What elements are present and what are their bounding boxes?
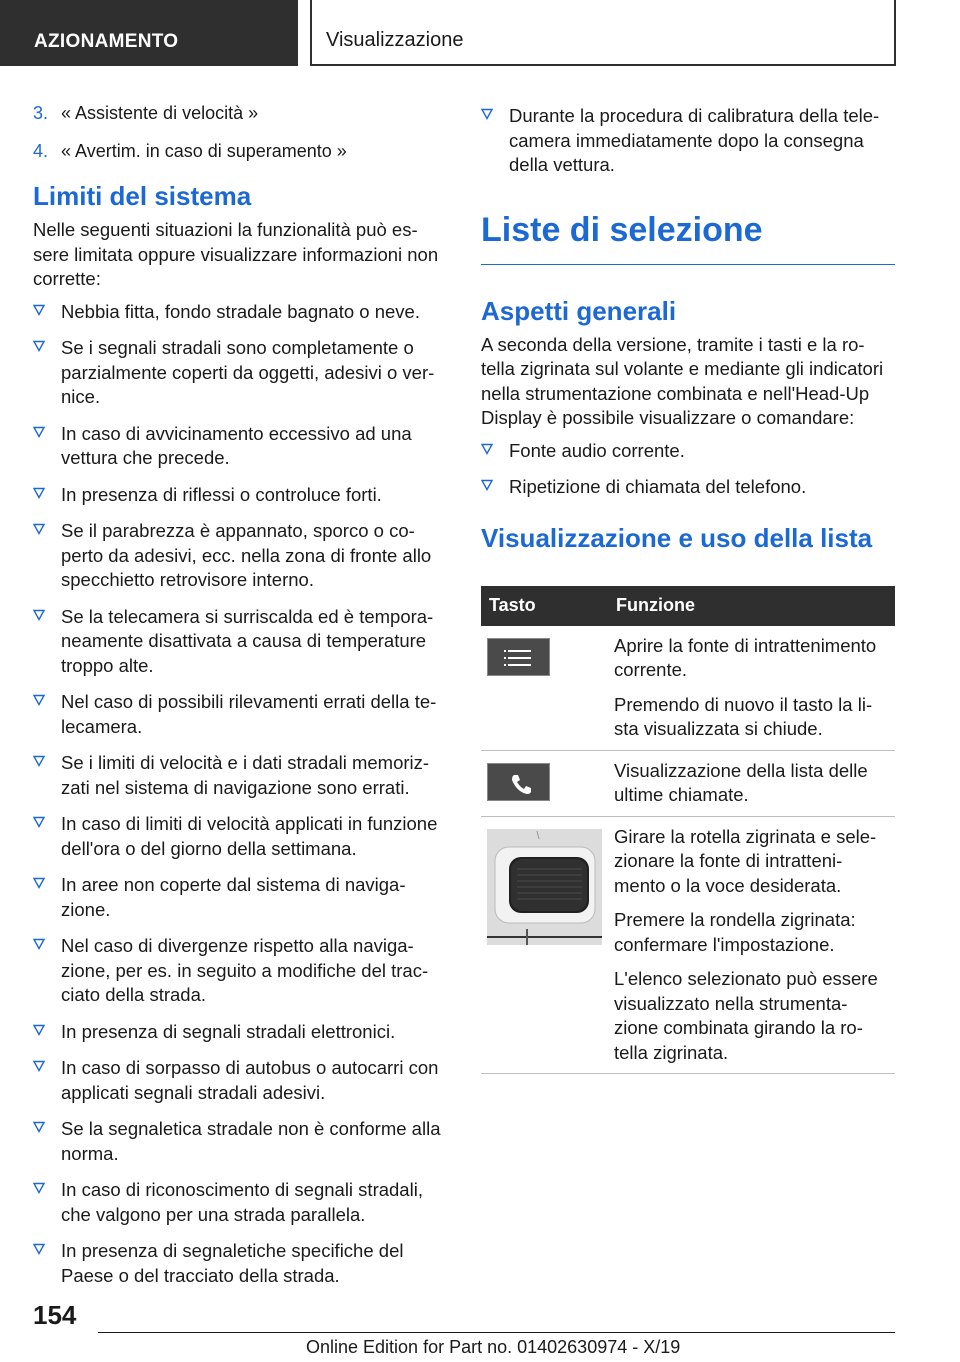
triangle-bullet-icon	[33, 1117, 61, 1166]
table-row	[481, 816, 895, 1074]
bullet-text: Durante la procedura di calibratura della tele-camera immediatamente dopo la consegna della vettura.	[509, 105, 880, 175]
list-menu-icon	[487, 638, 550, 676]
phone-handset-icon	[487, 763, 550, 801]
page-number: 154	[33, 1300, 77, 1330]
triangle-bullet-icon	[33, 422, 61, 471]
limits-heading: Limiti del sistema	[33, 181, 252, 211]
list-item	[33, 934, 448, 1008]
topic-tab: Visualizzazione	[310, 0, 896, 66]
column-header-function: Funzione	[608, 586, 895, 626]
bullet-text: In caso di limiti di velocità applicati in funzione dell'ora o del giorno della settimana.	[61, 813, 438, 859]
triangle-bullet-icon	[33, 1178, 61, 1227]
numbered-item	[33, 100, 448, 126]
edition-note: Online Edition for Part no. 01402630974 - X/19	[306, 1337, 681, 1357]
triangle-bullet-icon	[33, 605, 61, 679]
item-number: 4.	[33, 141, 49, 161]
triangle-bullet-icon	[33, 300, 61, 325]
triangle-bullet-icon	[481, 104, 509, 178]
usage-heading: Visualizzazione e uso della lista	[481, 522, 873, 553]
list-item	[33, 605, 448, 679]
list-item	[33, 483, 448, 508]
bullet-text: Se la segnaletica stradale non è conforme alla norma.	[61, 1118, 441, 1164]
bullet-text: Ripetizione di chiamata del telefono.	[509, 476, 807, 497]
bullet-text: In presenza di riflessi o controluce forti.	[61, 483, 382, 505]
list-item	[33, 690, 448, 739]
bullet-text: In presenza di segnaletiche specifiche del Paese o del tracciato della strada.	[61, 1240, 404, 1286]
section-title: Liste di selezione	[481, 210, 895, 265]
general-text: A seconda della versione, tramite i tasti e la ro-tella zigrinata sul volante e mediante gli indicatori nella strumentazione combinata e nell'Head-Up Display è possibile visualizzare o comandare:	[481, 333, 884, 428]
list-item	[33, 1239, 448, 1288]
bullet-text: Nebbia fitta, fondo stradale bagnato o neve.	[61, 300, 420, 322]
list-item	[481, 439, 895, 464]
list-item	[33, 1117, 448, 1166]
bullet-text: Se il parabrezza è appannato, sporco o co-perto da adesivi, ecc. nella zona di fronte allo specchietto retrovisore interno.	[61, 520, 432, 590]
bullet-text: Nel caso di divergenze rispetto alla naviga-zione, per es. in seguito a modifiche del trac-ciato della strada.	[61, 935, 429, 1005]
function-text: L'elenco selezionato può essere visualizzato nella strumenta-zione combinata girando la ro-tella zigrinata.	[614, 968, 878, 1063]
function-text: Aprire la fonte di intrattenimento corrente.	[614, 634, 877, 680]
bullet-text: Nel caso di possibili rilevamenti errati della te-lecamera.	[61, 691, 437, 737]
triangle-bullet-icon	[33, 483, 61, 508]
list-item	[33, 422, 448, 471]
function-text: Premendo di nuovo il tasto la li-sta visualizzata si chiude.	[614, 693, 873, 739]
bullet-text: Se la telecamera si surriscalda ed è tempora-neamente disattivata a causa di temperature troppo alte.	[61, 605, 434, 676]
function-text: Premere la rondella zigrinata: confermare l'impostazione.	[614, 909, 856, 955]
triangle-bullet-icon	[33, 934, 61, 1008]
item-text: « Assistente di velocità »	[61, 103, 259, 123]
bullet-text: Fonte audio corrente.	[509, 439, 685, 461]
list-item	[33, 300, 448, 325]
triangle-bullet-icon	[33, 751, 61, 800]
list-item	[33, 519, 448, 593]
function-text: Visualizzazione della lista delle ultime chiamate.	[614, 759, 868, 805]
bullet-text: Se i segnali stradali sono completamente o parzialmente coperti da oggetti, adesivi o ver-nice.	[61, 337, 435, 407]
list-item	[481, 104, 895, 178]
triangle-bullet-icon	[33, 336, 61, 410]
triangle-bullet-icon	[481, 475, 509, 500]
right-column	[481, 100, 895, 1074]
list-item	[33, 1020, 448, 1045]
limits-list	[33, 300, 448, 1289]
table-header-row	[481, 586, 895, 626]
function-text: Girare la rotella zigrinata e sele-zionare la fonte di intratteni-mento o la voce desiderata.	[614, 825, 877, 896]
bullet-text: In caso di avvicinamento eccessivo ad una vettura che precede.	[61, 422, 412, 468]
keys-table	[481, 586, 895, 1075]
triangle-bullet-icon	[33, 812, 61, 861]
item-text: « Avertim. in caso di superamento »	[61, 141, 347, 161]
table-row	[481, 750, 895, 816]
general-heading: Aspetti generali	[481, 295, 677, 326]
page-header	[0, 0, 960, 66]
triangle-bullet-icon	[33, 1056, 61, 1105]
numbered-item	[33, 138, 448, 164]
bullet-text: In caso di sorpasso di autobus o autocarri con applicati segnali stradali adesivi.	[61, 1057, 439, 1103]
triangle-bullet-icon	[33, 519, 61, 593]
bullet-text: In presenza di segnali stradali elettronici.	[61, 1020, 396, 1042]
triangle-bullet-icon	[33, 1239, 61, 1288]
triangle-bullet-icon	[33, 873, 61, 922]
section-tab: AZIONAMENTO	[0, 0, 298, 66]
left-column	[33, 100, 448, 1300]
list-item	[33, 751, 448, 800]
bullet-text: In aree non coperte dal sistema di naviga-zione.	[61, 874, 406, 920]
list-item	[481, 475, 895, 500]
list-item	[33, 1178, 448, 1227]
item-number: 3.	[33, 103, 49, 123]
bullet-text: Se i limiti di velocità e i dati stradali memoriz-zati nel sistema di navigazione sono errati.	[61, 752, 430, 798]
limits-list-continued	[481, 104, 895, 178]
footer-divider	[98, 1332, 895, 1333]
list-item	[33, 873, 448, 922]
column-header-key: Tasto	[481, 586, 608, 626]
list-item	[33, 812, 448, 861]
general-list	[481, 439, 895, 500]
triangle-bullet-icon	[33, 690, 61, 739]
table-row	[481, 626, 895, 751]
list-item	[33, 336, 448, 410]
list-item	[33, 1056, 448, 1105]
limits-intro: Nelle seguenti situazioni la funzionalità può es-sere limitata oppure visualizzare informazioni non corrette:	[33, 219, 439, 289]
triangle-bullet-icon	[481, 439, 509, 464]
triangle-bullet-icon	[33, 1020, 61, 1045]
bullet-text: In caso di riconoscimento di segnali stradali, che valgono per una strada parallela.	[61, 1179, 423, 1225]
thumbwheel-icon	[487, 829, 602, 945]
